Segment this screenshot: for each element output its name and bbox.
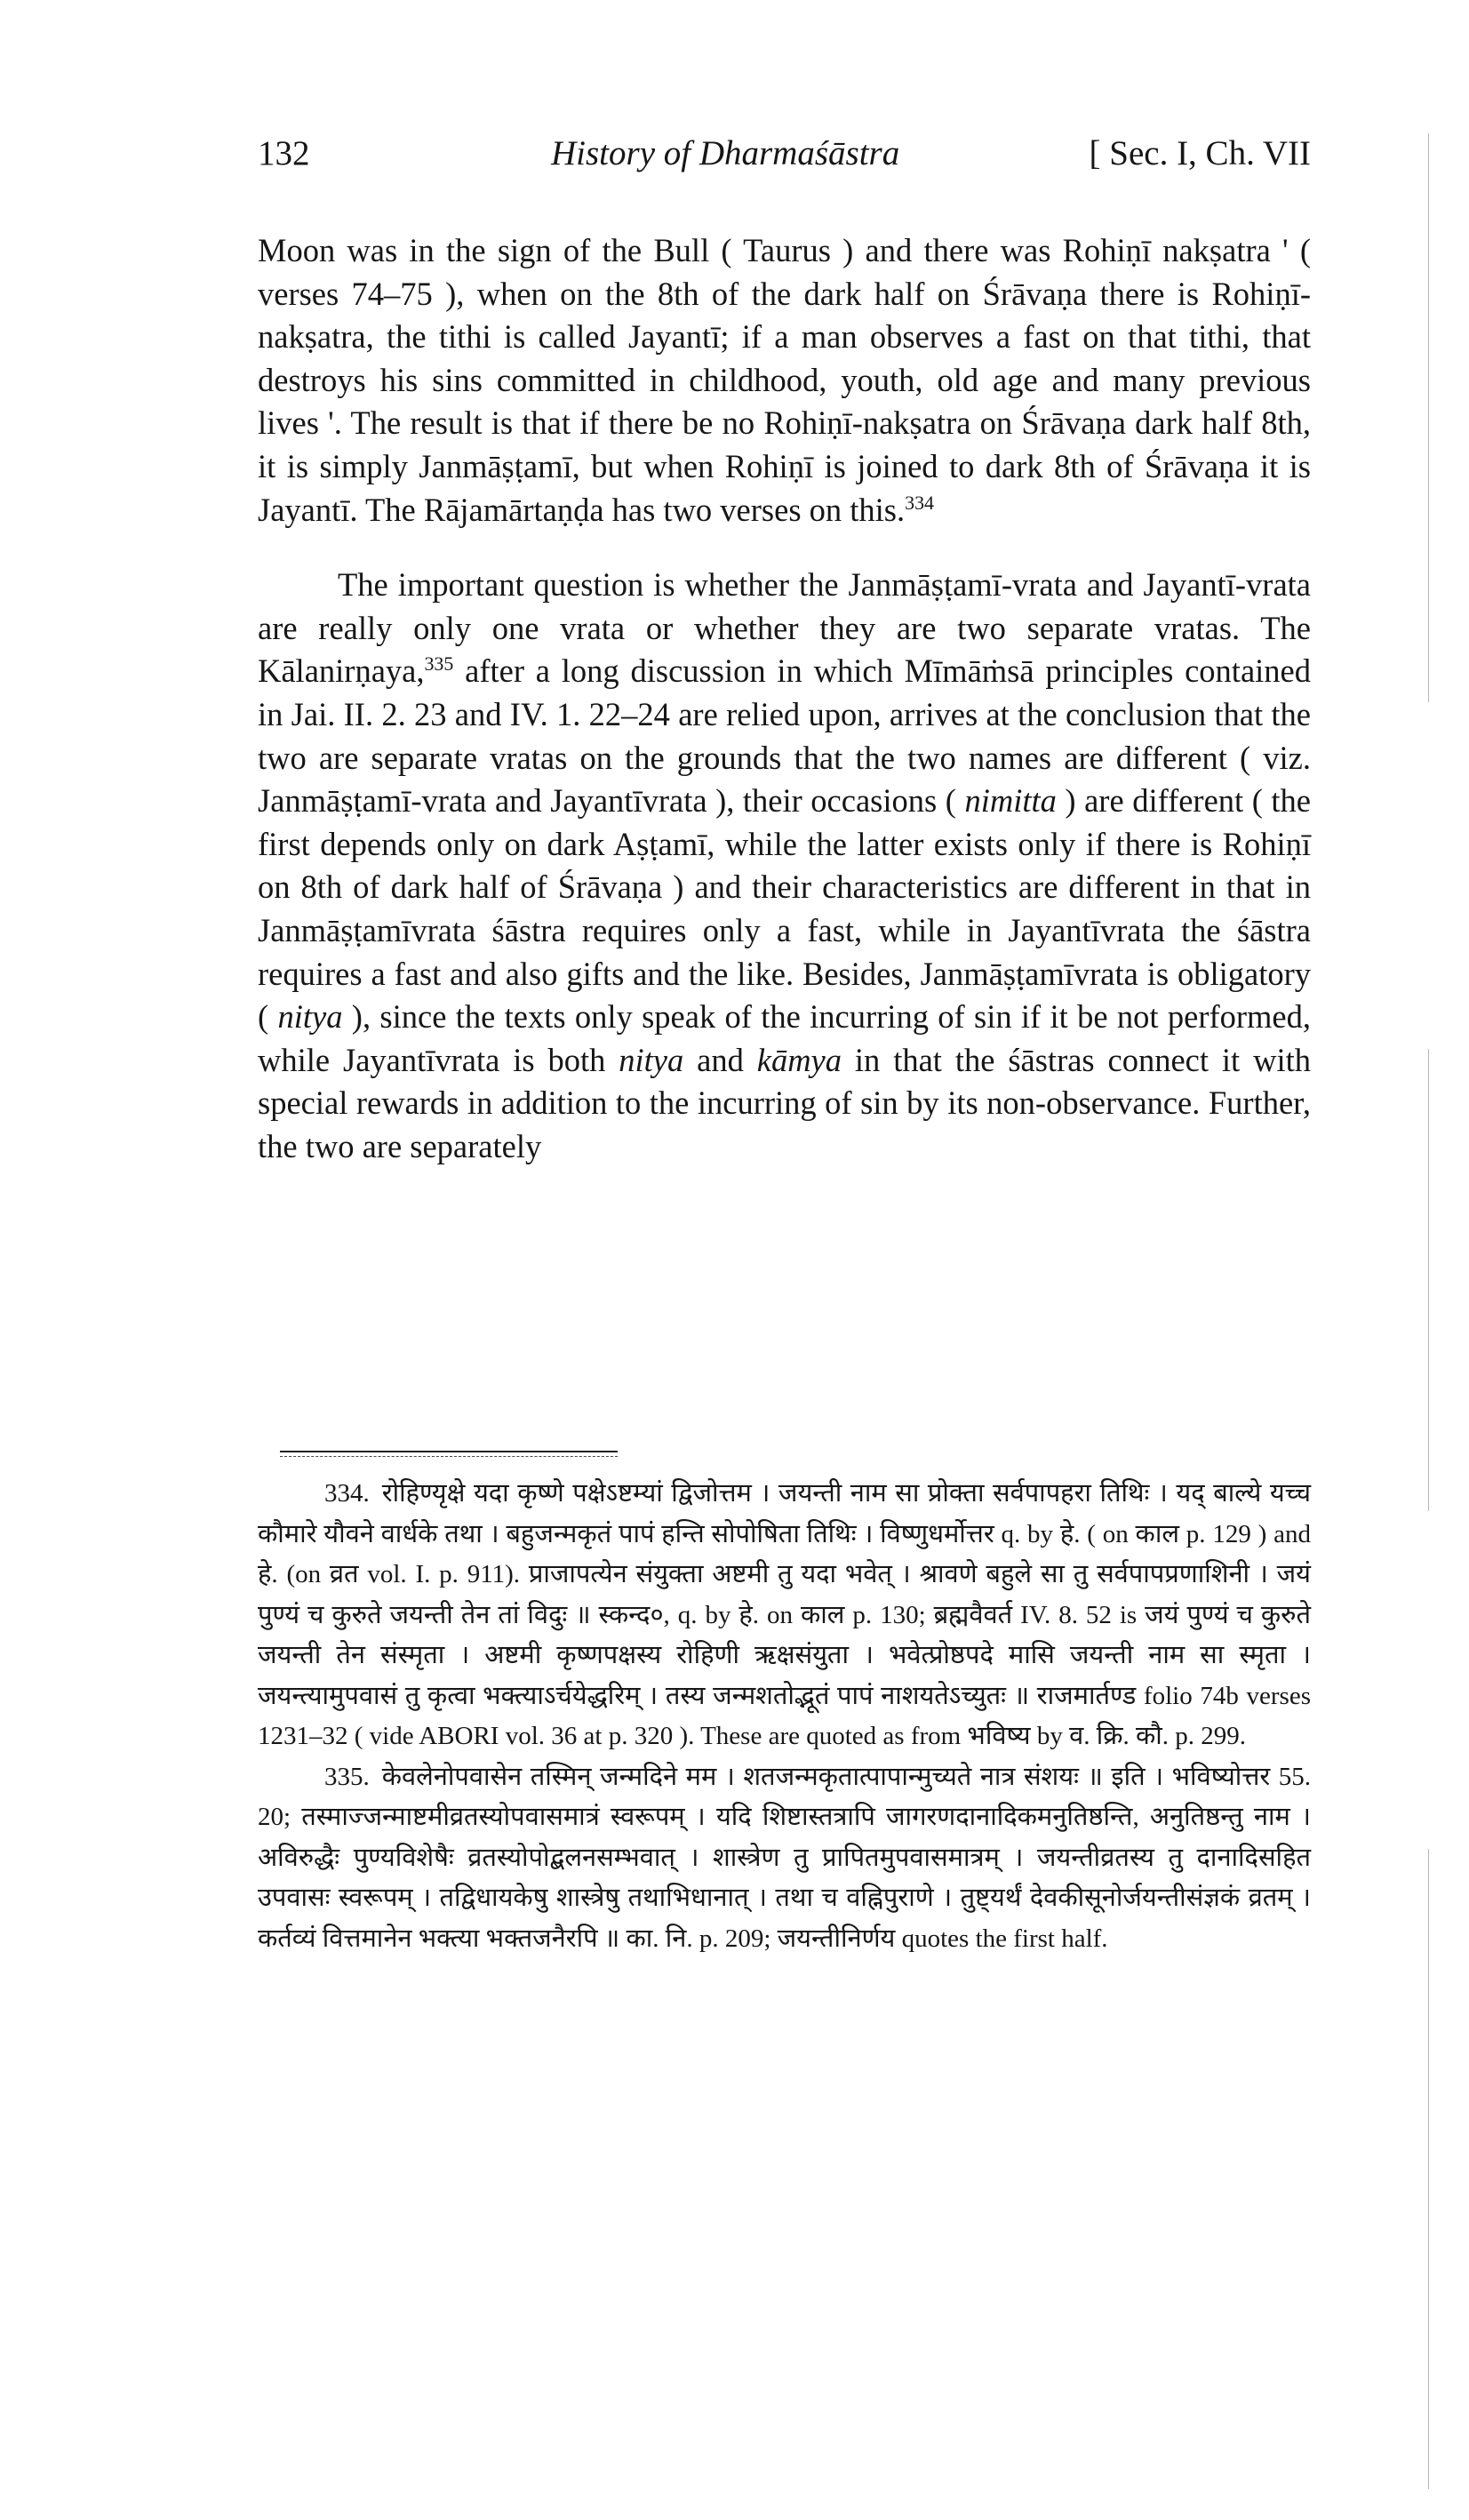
paragraph-2-text-c: ) are different ( the first depends only on dark Aṣṭamī, while the latter exists only if there is Rohiṇī on 8th of dark half of Śrāvaṇa ) and their characteristics are different in that in Janmāṣṭamīvrata śāstra requires only a fast, while in Jayantīvrata the śāstra requires a fast and also gifts and the like. Besides, Janmāṣṭamīvrata is obligatory (: [258, 782, 1311, 1036]
paragraph-2-text-f: in that the śāstras connect it with special rewards in addition to the incurring of sin by its non-observance. Further, the two are separately: [258, 1041, 1311, 1164]
footnotes: [258, 1474, 1311, 1959]
term-nimitta: nimitta: [964, 782, 1057, 820]
term-nitya-2: nitya: [619, 1041, 684, 1078]
footnote-divider: [280, 1451, 618, 1452]
footnote-334-text: रोहिण्यृक्षे यदा कृष्णे पक्षेऽष्टम्यां द्विजोत्तम । जयन्ती नाम सा प्रोक्ता सर्वपापहरा तिथिः । यद् बाल्ये यच्च कौमारे यौवने वार्धके तथा । बहुजन्मकृतं पापं हन्ति सोपोषिता तिथिः । विष्णुधर्मोत्तर q. by हे. ( on काल p. 129 ) and हे. (on व्रत vol. I. p. 911). प्राजापत्येन संयुक्ता अष्टमी तु यदा भवेत् । श्रावणे बहुले सा तु सर्वपापप्रणाशिनी । जयं पुण्यं च कुरुते जयन्ती तेन तां विदुः ॥ स्कन्द०, q. by हे. on काल p. 130; ब्रह्मवैवर्त IV. 8. 52 is जयं पुण्यं च कुरुते जयन्ती तेन संस्मृता । अष्टमी कृष्णपक्षस्य रोहिणी ऋक्षसंयुता । भवेत्प्रोष्ठपदे मासि जयन्ती नाम सा स्मृता । जयन्त्यामुपवासं तु कृत्वा भक्त्याऽर्चयेद्धरिम् । तस्य जन्मशतोद्भूतं पापं नाशयतेऽच्युतः ॥ राजमार्तण्ड folio 74b verses 1231–32 ( vide ABORI vol. 36 at p. 320 ). These are quoted as from भविष्य by व. क्रि. कौ. p. 299.: [258, 1479, 1311, 1750]
scan-margin-line: [1428, 1049, 1429, 1511]
paragraph-1-text: Moon was in the sign of the Bull ( Taurus ) and there was Rohiṇī nakṣatra ' ( verses 74–75 ), when on the 8th of the dark half on Śrāvaṇa there is Rohiṇī-nakṣatra, the tithi is called Jayantī; if a man observes a fast on that tithi, that destroys his sins committed in childhood, youth, old age and many previous lives '. The result is that if there be no Rohiṇī-nakṣatra on Śrāvaṇa dark half 8th, it is simply Janmāṣṭamī, but when Rohiṇī is joined to dark 8th of Śrāvaṇa it is Jayantī. The Rājamārtaṇḍa has two verses on this.: [258, 232, 1311, 528]
paragraph-1: [258, 229, 1311, 532]
footnote-335-text: केवलेनोपवासेन तस्मिन् जन्मदिने मम । शतजन्मकृतात्पापान्मुच्यते नात्र संशयः ॥ इति । भविष्योत्तर 55. 20; तस्माज्जन्माष्टमीव्रतस्योपवासमात्रं स्वरूपम् । यदि शिष्टास्तत्रापि जागरणदानादिकमनुतिष्ठन्ति, अनुतिष्ठन्तु नाम । अविरुद्धैः पुण्यविशेषैः व्रतस्योपोद्बलनसम्भवात् । शास्त्रेण तु प्रापितमुपवासमात्रम् । जयन्तीव्रतस्य तु दानादिसहित उपवासः स्वरूपम् । तद्विधायकेषु शास्त्रेषु तथाभिधानात् । तथा च वह्निपुराणे । तुष्ट्यर्थं देवकीसूनोर्जयन्तीसंज्ञकं व्रतम् । कर्तव्यं वित्तमानेन भक्त्या भक्तजनैरपि ॥ का. नि. p. 209; जयन्तीनिर्णय quotes the first half.: [258, 1762, 1311, 1953]
footnote-334: [258, 1474, 1311, 1757]
paragraph-2: [258, 564, 1311, 1168]
footnote-divider-wave: [280, 1456, 618, 1457]
term-kamya: kāmya: [756, 1041, 842, 1078]
page-header: [258, 133, 1311, 187]
footnote-ref-334[interactable]: 334: [905, 491, 934, 514]
main-text: [258, 229, 1311, 1168]
scan-margin-line: [1428, 133, 1429, 702]
running-title: History of Dharmaśāstra: [551, 134, 900, 172]
page-number: 132: [258, 134, 310, 172]
footnote-335-number: 335.: [324, 1762, 370, 1791]
term-nitya: nitya: [277, 998, 343, 1036]
footnote-334-number: 334.: [324, 1479, 370, 1508]
section-label: [ Sec. I, Ch. VII: [1089, 134, 1311, 172]
paragraph-2-text-b: after a long discussion in which Mīmāṁsā principles contained in Jai. II. 2. 23 and IV. 1. 22–24 are relied upon, arrives at the conclusion that the two are separate vratas on the grounds that the two names are different ( viz. Janmāṣṭamī-vrata and Jayantīvrata ), their occasions (: [258, 652, 1311, 820]
scan-margin-line: [1428, 1849, 1429, 2489]
paragraph-2-text-a: The important question is whether the Janmāṣṭamī-vrata and Jayantī-vrata are really only one vrata or whether they are two separate vratas. The Kālanirṇaya,: [258, 566, 1311, 690]
footnote-ref-335[interactable]: 335: [424, 652, 454, 676]
paragraph-2-text-e: and: [683, 1041, 757, 1078]
paragraph-2-text-d: ), since the texts only speak of the incurring of sin if it be not performed, while Jayantīvrata is both: [258, 998, 1312, 1078]
footnote-335: [258, 1757, 1311, 1960]
